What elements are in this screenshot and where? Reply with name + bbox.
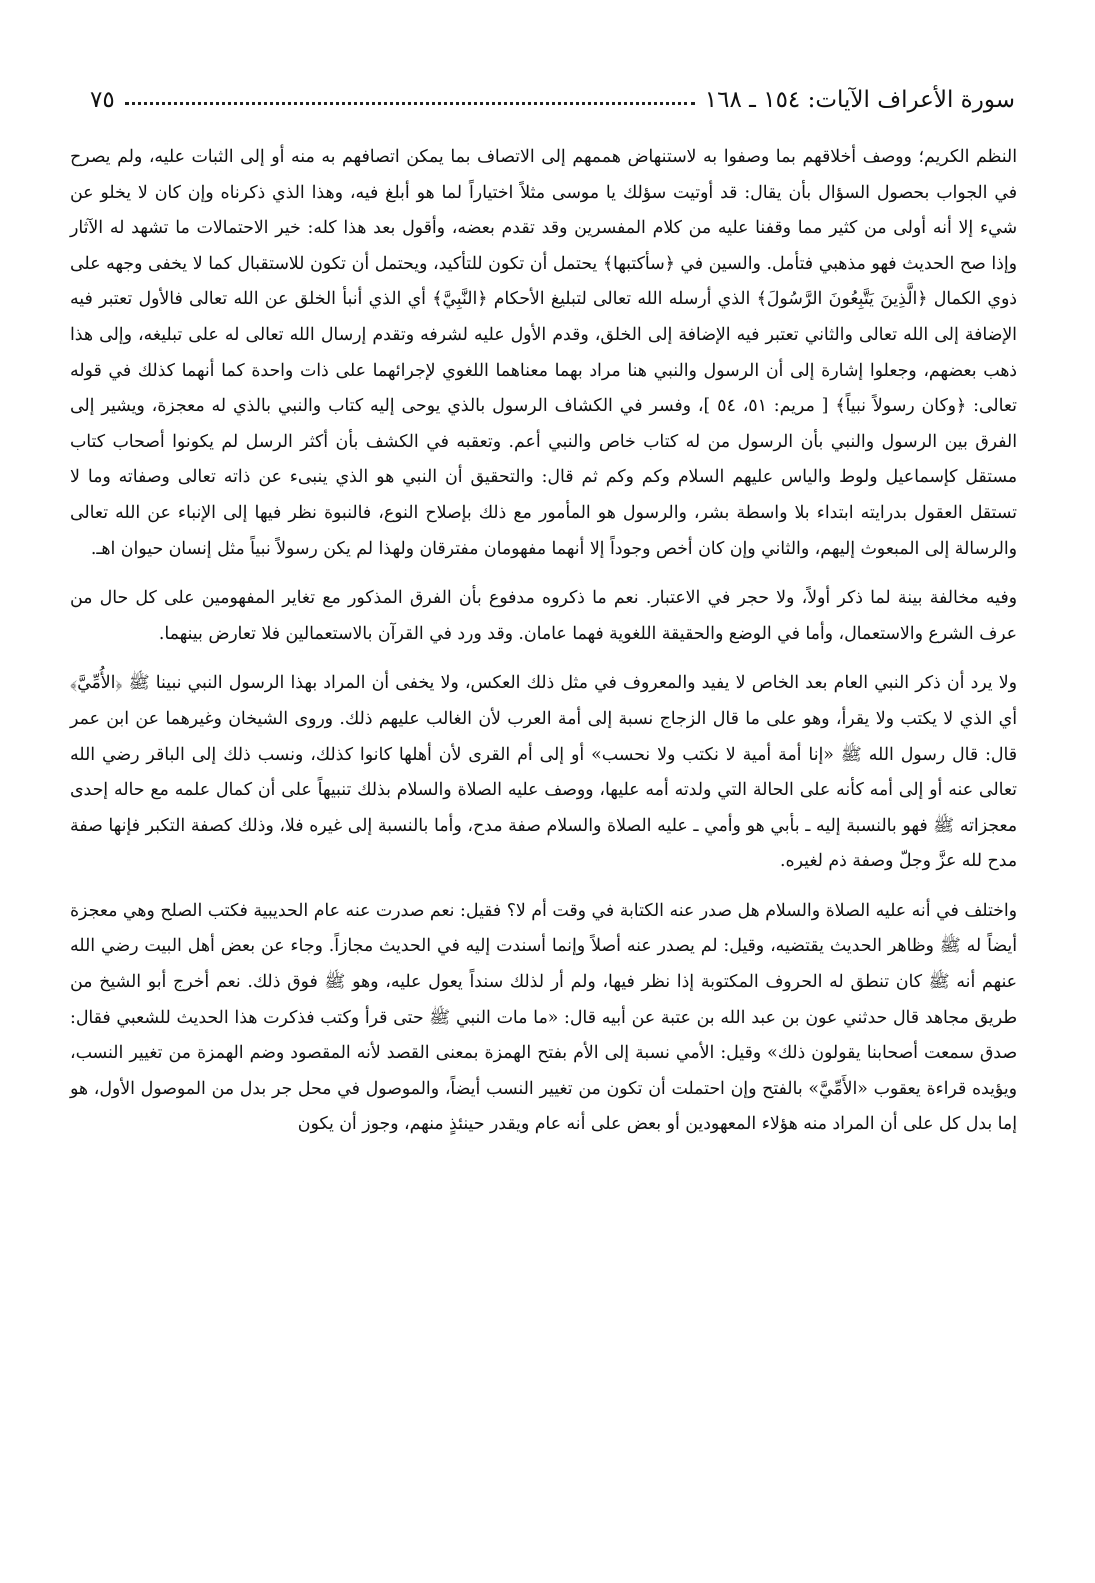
paragraph-1: النظم الكريم؛ ووصف أخلاقهم بما وصفوا به لاستنهاض هممهم إلى الاتصاف بما يمكن اتصافهم به منه أو إلى الثبات عليه، ولم يصرح في الجواب بحصول السؤال بأن يقال: قد أوتيت سؤلك يا موسى مثلاً اختياراً لما هو أبلغ فيه، وهذا الذي ذكرناه وإن كان لا يخلو عن شيء إلا أنه أولى من كثير مما وقفنا عليه من كلام المفسرين وقد تقدم بعضه، وأقول بعد هذا كله: خير الاحتمالات ما تشهد له الآثار وإذا صح الحديث فهو مذهبي فتأمل. والسين في ﴿سأكتبها﴾ يحتمل أن تكون للتأكيد، ويحتمل أن تكون للاستقبال كما لا يخفى وجهه على ذوي الكمال ﴿الَّذِينَ يَتَّبِعُونَ الرَّسُولَ﴾ الذي أرسله الله تعالى لتبليغ الأحكام ﴿النَّبِيَّ﴾ أي الذي أنبأ الخلق عن الله تعالى فالأول تعتبر فيه الإضافة إلى الله تعالى والثاني تعتبر فيه الإضافة إلى الخلق، وقدم الأول عليه لشرفه وتقدم إرسال الله تعالى له على تبليغه، وإلى هذا ذهب بعضهم، وجعلوا إشارة إلى أن الرسول والنبي هنا مراد بهما معناهما اللغوي لإجرائهما على ذات واحدة كما أنهما كذلك في قوله تعالى: ﴿وكان رسولاً نبياً﴾ [ مريم: ٥١، ٥٤ ]، وفسر في الكشاف الرسول بالذي يوحى إليه كتاب والنبي بالذي له معجزة، ويشير إلى الفرق بين الرسول والنبي بأن الرسول من له كتاب خاص والنبي أعم. وتعقبه في الكشف بأن أكثر الرسل لم يكونوا أصحاب كتاب مستقل كإسماعيل ولوط والياس عليهم السلام وكم وكم ثم قال: والتحقيق أن النبي هو الذي ينبىء عن ذاته تعالى وصفاته وما لا تستقل العقول بدرايته ابتداء بلا واسطة بشر، والرسول هو المأمور مع ذلك بإصلاح النوع، فالنبوة نظر فيها إلى الإنباء عن الله تعالى والرسالة إلى المبعوث إليهم، والثاني وإن كان أخص وجوداً إلا أنهما مفهومان مفترقان ولهذا لم يكن رسولاً نبياً مثل إنسان حيوان اهـ.: [70, 147, 1017, 559]
paragraph-2: وفيه مخالفة بينة لما ذكر أولاً، ولا حجر في الاعتبار. نعم ما ذكروه مدفوع بأن الفرق المذكور مع تغاير المفهومين على كل حال من عرف الشرع والاستعمال، وأما في الوضع والحقيقة اللغوية فهما عامان. وقد ورد في القرآن بالاستعمالين فلا تعارض بينهما.: [70, 588, 1017, 644]
body-text: [70, 140, 1017, 1157]
paragraph-4: واختلف في أنه عليه الصلاة والسلام هل صدر عنه الكتابة في وقت أم لا؟ فقيل: نعم صدرت عنه عام الحديبية فكتب الصلح وهي معجزة أيضاً له ﷺ وظاهر الحديث يقتضيه، وقيل: لم يصدر عنه أصلاً وإنما أسندت إليه في الحديث مجازاً. وجاء عن بعض أهل البيت رضي الله عنهم أنه ﷺ كان تنطق له الحروف المكتوبة إذا نظر فيها، ولم أر لذلك سنداً يعول عليه، وهو ﷺ فوق ذلك. نعم أخرج أبو الشيخ من طريق مجاهد قال حدثني عون بن عبد الله بن عتبة عن أبيه قال: «ما مات النبي ﷺ حتى قرأ وكتب فذكرت هذا الحديث للشعبي فقال: صدق سمعت أصحابنا يقولون ذلك» وقيل: الأمي نسبة إلى الأم بفتح الهمزة بمعنى القصد لأنه المقصود وضم الهمزة من تغيير النسب، ويؤيده قراءة يعقوب «الأَمِّيَّ» بالفتح وإن احتملت أن تكون من تغيير النسب أيضاً، والموصول في محل جر بدل من الموصول الأول، هو إما بدل كل على أن المراد منه هؤلاء المعهودين أو بعض على أنه عام ويقدر حينئذٍ منهم، وجوز أن يكون: [70, 900, 1017, 1135]
running-title: سورة الأعراف الآيات: ١٥٤ ـ ١٦٨: [704, 87, 1015, 113]
page-number: ٧٥: [90, 87, 115, 113]
page-header: [90, 80, 1015, 120]
dotted-leader: [125, 92, 695, 105]
paragraph-3: ولا يرد أن ذكر النبي العام بعد الخاص لا يفيد والمعروف في مثل ذلك العكس، ولا يخفى أن المراد بهذا الرسول النبي نبينا ﷺ ﴿الأُمِّيَّ﴾ أي الذي لا يكتب ولا يقرأ، وهو على ما قال الزجاج نسبة إلى أمة العرب لأن الغالب عليهم ذلك. وروى الشيخان وغيرهما عن ابن عمر قال: قال رسول الله ﷺ «إنا أمة أمية لا نكتب ولا نحسب» أو إلى أم القرى لأن أهلها كانوا كذلك، ونسب ذلك إلى الباقر رضي الله تعالى عنه أو إلى أمه كأنه على الحالة التي ولدته أمه عليها، ووصف عليه الصلاة والسلام بذلك تنبيهاً على أن كمال علمه مع حاله إحدى معجزاته ﷺ فهو بالنسبة إليه ـ بأبي هو وأمي ـ عليه الصلاة والسلام صفة مدح، وأما بالنسبة إلى غيره فلا، وذلك كصفة التكبر فإنها صفة مدح لله عزَّ وجلّ وصفة ذم لغيره.: [70, 673, 1017, 872]
